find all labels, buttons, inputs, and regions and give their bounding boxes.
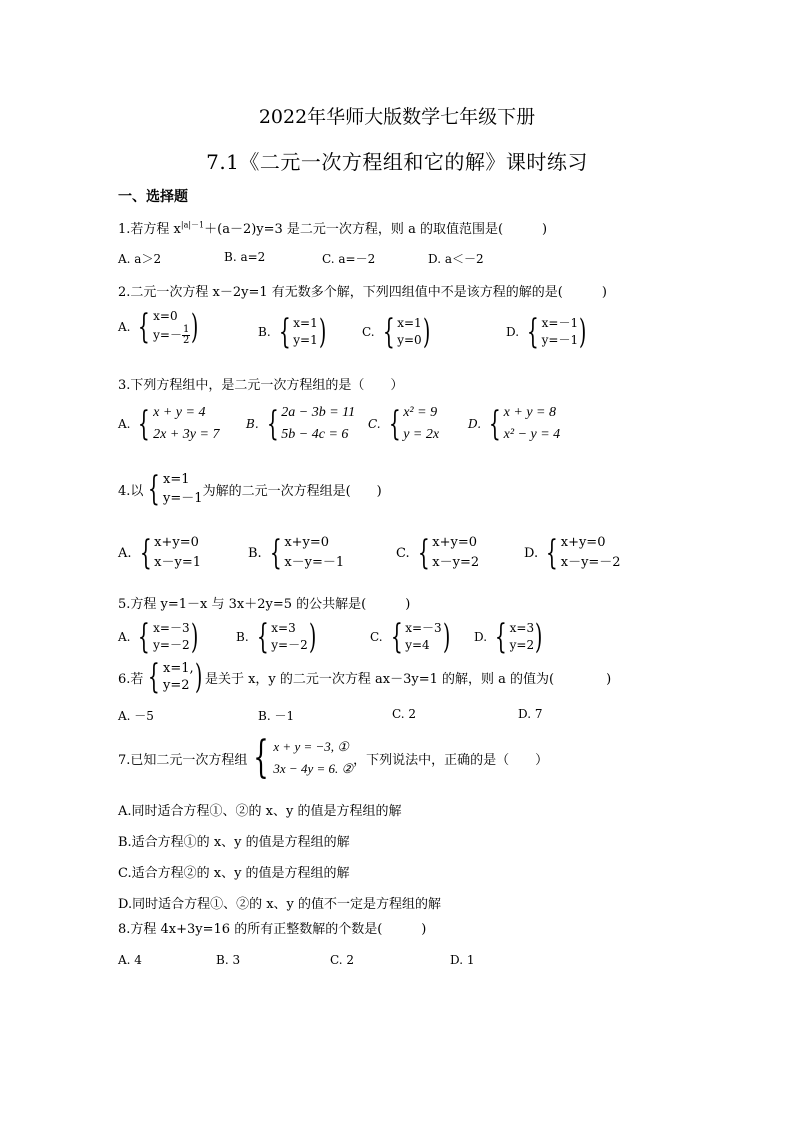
q1-option-a: A. a＞2 [118, 252, 162, 266]
question-5-stem: 5.方程 y=1－x 与 3x＋2y=5 的公共解是( ) [118, 597, 411, 612]
q5-option-b: B. { x=3 y=－2 ) [236, 617, 317, 657]
q8-option-a: A. 4 [118, 953, 142, 967]
q2-option-b: B. { x=1 y=1 ) [258, 312, 327, 352]
question-3-stem: 3.下列方程组中，是二元一次方程组的是（ ） [118, 378, 404, 393]
q5-option-a: A. { x=－3 y=－2 ) [118, 617, 198, 657]
q5-option-d: D. { x=3 y=2 ) [474, 617, 543, 657]
q8-option-c: C. 2 [330, 953, 355, 967]
q7-option-c: C.适合方程②的 x、y 的值是方程组的解 [118, 866, 350, 881]
q3-option-a: A. { x + y = 4 2x + 3y = 7 [118, 404, 220, 444]
worksheet-title: 2022年华师大版数学七年级下册 [258, 106, 536, 128]
q4-option-a: A. { x+y=0 x－y=1 [118, 533, 202, 573]
worksheet-subtitle: 7.1《二元一次方程组和它的解》课时练习 [206, 150, 588, 174]
q7-option-a: A.同时适合方程①、②的 x、y 的值是方程组的解 [118, 804, 402, 819]
question-2-stem: 2.二元一次方程 x－2y=1 有无数多个解，下列四组值中不是该方程的解的是( ) [118, 285, 607, 300]
q3-option-c: C. { x² = 9 y = 2x [368, 404, 440, 444]
q3-option-b: B. { 2a − 3b = 11 5b − 4c = 6 [246, 404, 356, 444]
q4-option-c: C. { x+y=0 x－y=2 [396, 533, 480, 573]
question-7-stem: 7.已知二元一次方程组 { x + y = −3, ① 3x − 4y = 6. ② ，下列说法中，正确的是（ ） [118, 732, 549, 783]
q2-option-a: A. { x=0 y=－ $\frac{1}{2}$ ) [118, 307, 199, 347]
q1-option-b: B. a=2 [224, 250, 266, 264]
q5-option-c: C. { x=－3 y=4 ) [370, 617, 450, 657]
q6-option-b: B. －1 [258, 709, 295, 723]
q6-option-a: A. －5 [118, 709, 154, 723]
question-4-stem: 4.以 { x=1 y=－1 为解的二元一次方程组是( ) [118, 469, 382, 509]
q4-option-b: B. { x+y=0 x－y=－1 [248, 533, 345, 573]
q3-option-d: D. { x + y = 8 x² − y = 4 [468, 404, 561, 444]
q4-option-d: D. { x+y=0 x－y=－2 [524, 533, 621, 573]
q6-option-d: D. 7 [518, 707, 543, 721]
question-6-stem: 6.若 { x=1, y=2 ) 是关于 x，y 的二元一次方程 ax－3y=1 的解，则 a 的值为( ) [118, 657, 612, 697]
question-8-stem: 8.方程 4x+3y=16 的所有正整数解的个数是( ) [118, 922, 427, 937]
q1-option-d: D. a＜－2 [428, 252, 484, 266]
q7-option-d: D.同时适合方程①、②的 x、y 的值不一定是方程组的解 [118, 897, 442, 912]
section-heading: 一、选择题 [118, 189, 188, 205]
q8-option-d: D. 1 [450, 953, 475, 967]
q8-option-b: B. 3 [216, 953, 241, 967]
q2-option-c: C. { x=1 y=0 ) [362, 312, 430, 352]
q1-option-c: C. a=－2 [322, 252, 376, 266]
q2-option-d: D. { x=－1 y=－1 ) [506, 312, 587, 352]
question-1-stem: 1.若方程 $x^{|a|-1}+(a-2)y=3$ 是二元一次方程，则 a 的取值范围是( ) [118, 220, 548, 237]
q6-option-c: C. 2 [392, 707, 417, 721]
fraction: $\frac{1}{2}$ [182, 324, 190, 346]
q7-option-b: B.适合方程①的 x、y 的值是方程组的解 [118, 835, 350, 850]
